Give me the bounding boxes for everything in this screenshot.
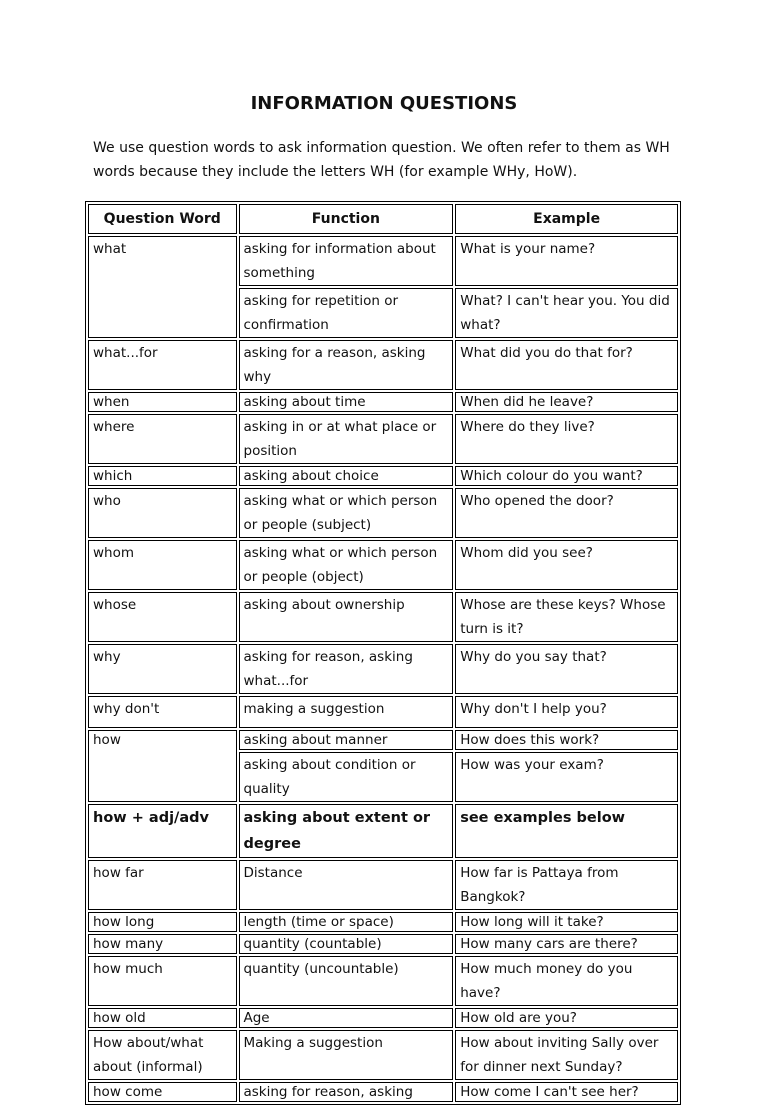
function-cell: asking for a reason, asking why xyxy=(239,340,454,390)
question-word-cell: which xyxy=(88,466,237,486)
example-cell: How far is Pattaya from Bangkok? xyxy=(455,860,678,910)
question-word-cell: what...for xyxy=(88,340,237,390)
example-cell: What is your name? xyxy=(455,236,678,286)
example-cell: Who opened the door? xyxy=(455,488,678,538)
example-cell: Why don't I help you? xyxy=(455,696,678,728)
example-cell: How old are you? xyxy=(455,1008,678,1028)
question-word-cell: why don't xyxy=(88,696,237,728)
question-word-cell: where xyxy=(88,414,237,464)
example-cell: Why do you say that? xyxy=(455,644,678,694)
function-cell: quantity (uncountable) xyxy=(239,956,454,1006)
question-word-cell: how old xyxy=(88,1008,237,1028)
table-row xyxy=(88,730,678,750)
table-row xyxy=(88,540,678,590)
table-row xyxy=(88,414,678,464)
function-cell: quantity (countable) xyxy=(239,934,454,954)
function-cell: Age xyxy=(239,1008,454,1028)
example-cell: How much money do you have? xyxy=(455,956,678,1006)
example-cell: How many cars are there? xyxy=(455,934,678,954)
header-example: Example xyxy=(455,204,678,234)
function-cell: Distance xyxy=(239,860,454,910)
table-row xyxy=(88,644,678,694)
intro-paragraph: We use question words to ask information question. We often refer to them as WH words because they include the letters WH (for example WHy, HoW). xyxy=(93,140,670,180)
example-cell: What did you do that for? xyxy=(455,340,678,390)
example-cell: When did he leave? xyxy=(455,392,678,412)
table-row xyxy=(88,392,678,412)
table-row xyxy=(88,340,678,390)
function-cell: asking what or which person or people (object) xyxy=(239,540,454,590)
function-cell: asking about time xyxy=(239,392,454,412)
table-row xyxy=(88,860,678,910)
example-cell: How does this work? xyxy=(455,730,678,750)
question-word-cell: how long xyxy=(88,912,237,932)
header-question-word: Question Word xyxy=(88,204,237,234)
table-row xyxy=(88,956,678,1006)
table-row xyxy=(88,466,678,486)
function-cell: asking for repetition or confirmation xyxy=(239,288,454,338)
table-header-row xyxy=(88,204,678,234)
table-row xyxy=(88,1008,678,1028)
question-word-cell: whose xyxy=(88,592,237,642)
question-word-cell: who xyxy=(88,488,237,538)
question-word-cell: what xyxy=(88,236,237,338)
header-function: Function xyxy=(239,204,454,234)
table-row xyxy=(88,592,678,642)
table-row xyxy=(88,1082,678,1102)
function-cell: length (time or space) xyxy=(239,912,454,932)
function-cell: Making a suggestion xyxy=(239,1030,454,1080)
function-cell: asking what or which person or people (subject) xyxy=(239,488,454,538)
function-cell: asking for reason, asking what...for xyxy=(239,644,454,694)
example-cell: How about inviting Sally over for dinner next Sunday? xyxy=(455,1030,678,1080)
question-word-cell: how come xyxy=(88,1082,237,1102)
table-row xyxy=(88,696,678,728)
table-row xyxy=(88,934,678,954)
example-cell: Which colour do you want? xyxy=(455,466,678,486)
question-word-cell: How about/what about (informal) xyxy=(88,1030,237,1080)
example-cell: Whose are these keys? Whose turn is it? xyxy=(455,592,678,642)
function-cell: asking about ownership xyxy=(239,592,454,642)
example-cell: Whom did you see? xyxy=(455,540,678,590)
function-cell: asking for reason, asking xyxy=(239,1082,454,1102)
question-word-cell: why xyxy=(88,644,237,694)
example-cell: How come I can't see her? xyxy=(455,1082,678,1102)
function-cell: asking for information about something xyxy=(239,236,454,286)
function-cell: asking about manner xyxy=(239,730,454,750)
table-row xyxy=(88,488,678,538)
question-words-table xyxy=(85,201,681,1105)
table-row xyxy=(88,804,678,858)
example-cell: see examples below xyxy=(455,804,678,858)
function-cell: asking in or at what place or position xyxy=(239,414,454,464)
question-word-cell: how many xyxy=(88,934,237,954)
question-word-cell: how much xyxy=(88,956,237,1006)
question-word-cell: how + adj/adv xyxy=(88,804,237,858)
question-word-cell: how far xyxy=(88,860,237,910)
page-title: INFORMATION QUESTIONS xyxy=(250,93,518,114)
example-cell: What? I can't hear you. You did what? xyxy=(455,288,678,338)
question-word-cell: whom xyxy=(88,540,237,590)
example-cell: How long will it take? xyxy=(455,912,678,932)
table-row xyxy=(88,1030,678,1080)
function-cell: asking about extent or degree xyxy=(239,804,454,858)
question-word-cell: when xyxy=(88,392,237,412)
table-row xyxy=(88,912,678,932)
question-word-cell: how xyxy=(88,730,237,802)
function-cell: asking about condition or quality xyxy=(239,752,454,802)
example-cell: Where do they live? xyxy=(455,414,678,464)
table-row xyxy=(88,236,678,286)
example-cell: How was your exam? xyxy=(455,752,678,802)
function-cell: asking about choice xyxy=(239,466,454,486)
function-cell: making a suggestion xyxy=(239,696,454,728)
